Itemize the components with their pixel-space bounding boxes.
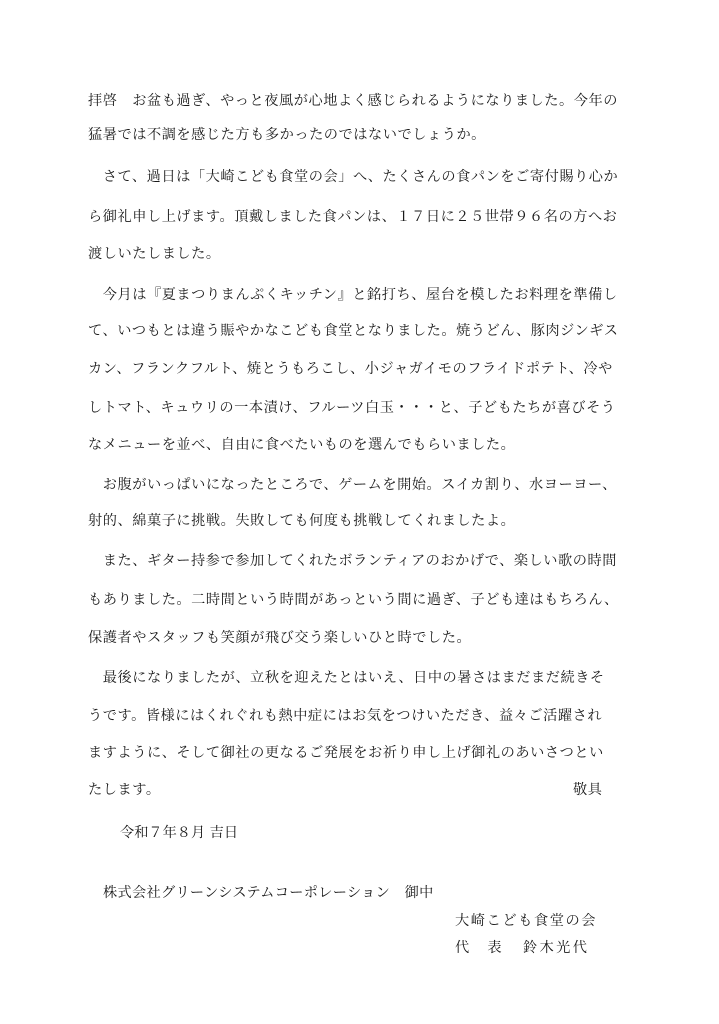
letter-line-13: また、ギター持参で参加してくれたボランティアのおかげで、楽しい歌の時間 <box>88 553 617 569</box>
sender-name: 鈴木光代 <box>523 940 590 956</box>
closing-keigu: 敬具 <box>573 782 603 798</box>
letter-line-8: カン、フランクフルト、焼とうもろこし、小ジャガイモのフライドポテト、冷や <box>88 361 613 377</box>
letter-line-3: さて、過日は「大崎こども食堂の会」へ、たくさんの食パンをご寄付賜り心か <box>88 169 619 185</box>
sender-organization: 大崎こども食堂の会 <box>455 913 598 929</box>
letter-line-19: たします。 <box>88 782 161 798</box>
letter-date: 令和７年８月 吉日 <box>120 825 239 841</box>
letter-line-16: 最後になりましたが、立秋を迎えたとはいえ、日中の暑さはまだまだ続きそ <box>88 670 605 686</box>
letter-line-17: うです。皆様にはくれぐれも熱中症にはお気をつけいただき、益々ご活躍され <box>88 708 603 724</box>
letter-line-15: 保護者やスタッフも笑顔が飛び交う楽しいひと時でした。 <box>88 630 472 646</box>
letter-line-9: しトマト、キュウリの一本漬け、フルーツ白玉・・・と、子どもたちが喜びそう <box>88 400 616 416</box>
letter-line-18: ますように、そして御社の更なるご発展をお祈り申し上げ御礼のあいさつとい <box>88 745 604 761</box>
recipient-name: 株式会社グリーンシステムコーポレーション 御中 <box>103 885 434 901</box>
letter-line-6: 今月は『夏まつりまんぷくキッチン』と銘打ち、屋台を模したお料理を準備し <box>88 287 618 303</box>
letter-line-10: なメニューを並べ、自由に食べたいものを選んでもらいました。 <box>88 437 516 453</box>
letter-line-7: て、いつもとは違う賑やかなこども食堂となりました。焼うどん、豚肉ジンギス <box>88 323 619 339</box>
letter-line-4: ら御礼申し上げます。頂戴しました食パンは、１７日に２５世帯９６名の方へお <box>88 209 618 225</box>
sender-title: 代 表 <box>455 940 504 956</box>
letter-line-12: 射的、綿菓子に挑戦。失敗しても何度も挑戦してくれましたよ。 <box>88 513 516 529</box>
letter-line-5: 渡しいたしました。 <box>88 246 221 262</box>
letter-line-14: もありました。二時間という時間があっという間に過ぎ、子ども達はもちろん、 <box>88 592 619 608</box>
letter-line-2: 猛暑では不調を感じた方も多かったのではないでしょうか。 <box>88 127 486 143</box>
letter-line-1: 拝啓 お盆も過ぎ、やっと夜風が心地よく感じられるようになりました。今年の <box>88 93 618 109</box>
letter-line-11: お腹がいっぱいになったところで、ゲームを開始。スイカ割り、水ヨーヨー、 <box>88 477 617 493</box>
